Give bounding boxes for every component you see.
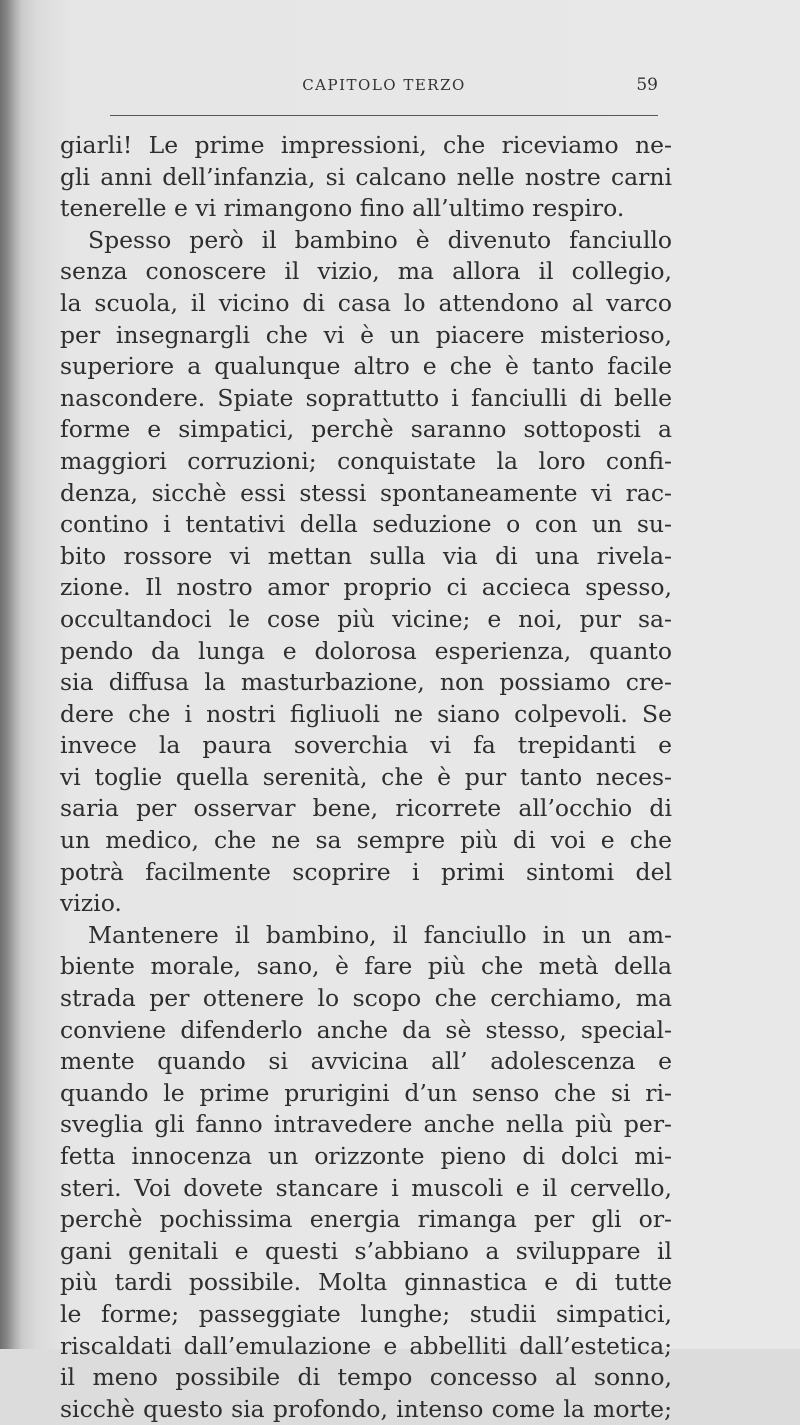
text-line: potrà facilmente scoprire i primi sintomi del bbox=[60, 857, 672, 886]
running-title: CAPITOLO TERZO bbox=[302, 76, 466, 94]
text-line: giarli! Le prime impressioni, che riceviamo ne- bbox=[60, 131, 672, 159]
body-text bbox=[60, 130, 672, 1425]
text-line: perchè pochissima energia rimanga per gli or- bbox=[60, 1205, 672, 1234]
text-line: fetta innocenza un orizzonte pieno di dolci mi- bbox=[60, 1142, 672, 1170]
text-line: sia diffusa la masturbazione, non possiamo cre- bbox=[60, 668, 672, 697]
text-line: pendo da lunga e dolorosa esperienza, quanto bbox=[60, 636, 672, 665]
text-line: bito rossore vi mettan sulla via di una rivela- bbox=[60, 541, 672, 570]
text-line: denza, sicchè essi stessi spontaneamente vi rac- bbox=[60, 478, 672, 507]
page-number: 59 bbox=[636, 75, 658, 95]
page-header bbox=[110, 76, 658, 106]
header-rule bbox=[110, 115, 658, 116]
text-line: sicchè questo sia profondo, intenso come la morte; bbox=[60, 1394, 672, 1423]
text-line: gani genitali e questi s’abbiano a sviluppare il bbox=[60, 1236, 672, 1265]
text-line: sveglia gli fanno intravedere anche nella più per- bbox=[60, 1110, 672, 1139]
text-line: invece la paura soverchia vi fa trepidanti e bbox=[60, 731, 672, 760]
text-line: vizio. bbox=[60, 889, 122, 918]
text-line: tenerelle e vi rimangono fino all’ultimo respiro. bbox=[60, 194, 625, 223]
text-line: zione. Il nostro amor proprio ci accieca spesso, bbox=[60, 573, 672, 602]
text-line: più tardi possibile. Molta ginnastica e di tutte bbox=[60, 1268, 672, 1297]
text-line: le forme; passeggiate lunghe; studii simpatici, bbox=[60, 1299, 672, 1328]
text-line: dere che i nostri figliuoli ne siano colpevoli. Se bbox=[60, 699, 672, 728]
text-line: il meno possibile di tempo concesso al sonno, bbox=[60, 1363, 672, 1392]
text-line: saria per osservar bene, ricorrete all’occhio di bbox=[60, 794, 672, 823]
text-line: Spesso però il bambino è divenuto fanciullo bbox=[88, 225, 672, 254]
text-line: biente morale, sano, è fare più che metà della bbox=[60, 952, 672, 981]
text-line: vi toglie quella serenità, che è pur tanto neces- bbox=[60, 762, 672, 791]
text-line: maggiori corruzioni; conquistate la loro confi- bbox=[60, 446, 672, 475]
text-line: senza conoscere il vizio, ma allora il collegio, bbox=[60, 257, 672, 286]
book-spine-shadow bbox=[0, 0, 22, 1349]
text-line: occultandoci le cose più vicine; e noi, pur sa- bbox=[60, 604, 672, 633]
text-line: la scuola, il vicino di casa lo attendono al varco bbox=[60, 288, 672, 317]
text-line: Mantenere il bambino, il fanciullo in un am- bbox=[88, 920, 672, 949]
text-line: forme e simpatici, perchè saranno sottoposti a bbox=[60, 415, 672, 444]
text-line: per insegnargli che vi è un piacere misterioso, bbox=[60, 320, 672, 349]
text-line: riscaldati dall’emulazione e abbelliti dall’estetica; bbox=[60, 1331, 672, 1360]
text-line: strada per ottenere lo scopo che cerchiamo, ma bbox=[60, 984, 672, 1013]
text-line: nascondere. Spiate soprattutto i fanciulli di belle bbox=[60, 383, 672, 412]
text-line: un medico, che ne sa sempre più di voi e che bbox=[60, 826, 672, 855]
text-line: contino i tentativi della seduzione o con un su- bbox=[60, 510, 672, 539]
text-line: steri. Voi dovete stancare i muscoli e il cervello, bbox=[60, 1173, 672, 1202]
text-line: conviene difenderlo anche da sè stesso, special- bbox=[60, 1015, 672, 1044]
text-line: quando le prime prurigini d’un senso che si ri- bbox=[60, 1078, 672, 1107]
text-line: gli anni dell’infanzia, si calcano nelle nostre carni bbox=[60, 162, 672, 191]
text-line: superiore a qualunque altro e che è tanto facile bbox=[60, 352, 672, 381]
text-line: mente quando si avvicina all’ adolescenza e bbox=[60, 1047, 672, 1076]
